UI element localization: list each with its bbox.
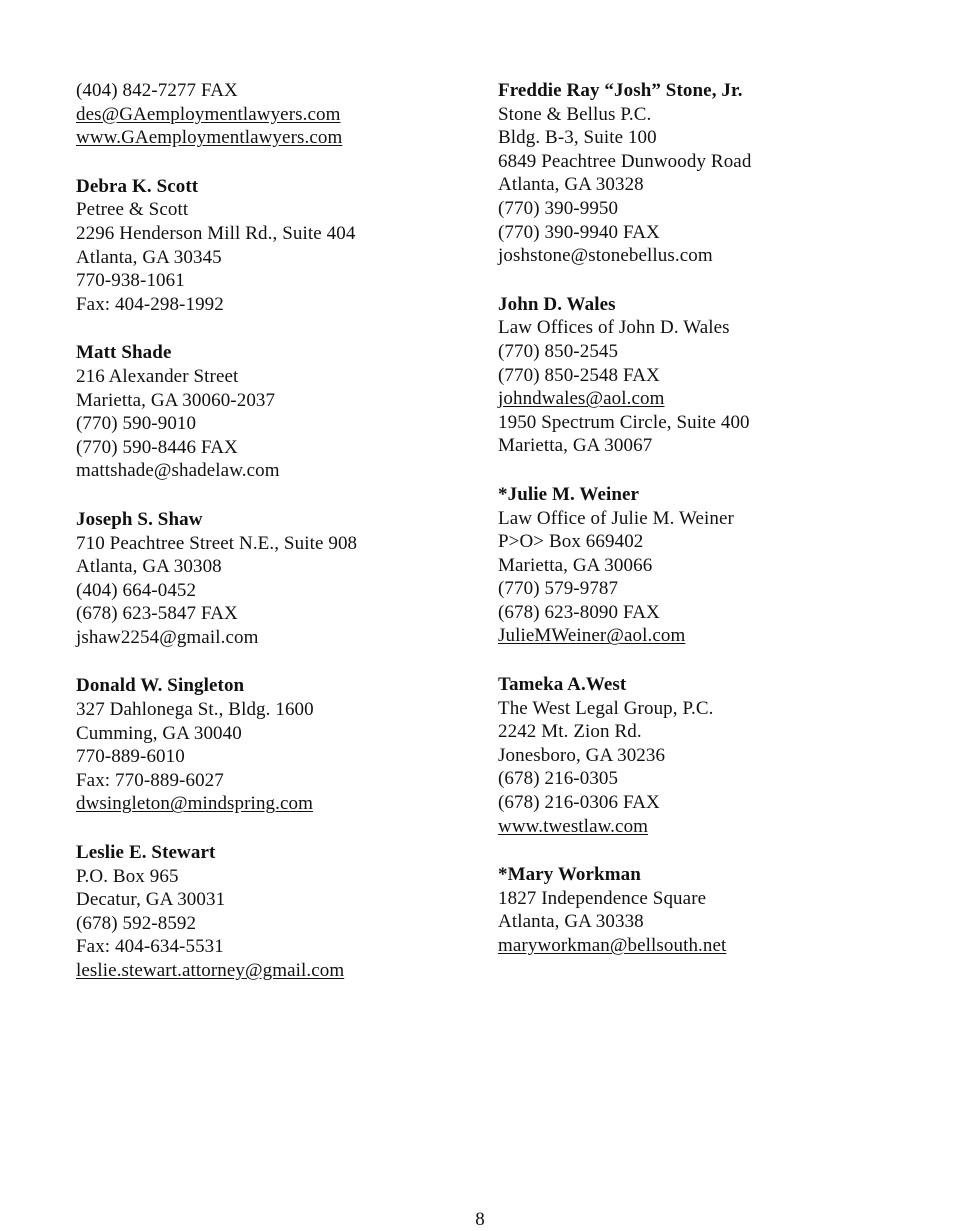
- contact-line: 216 Alexander Street: [76, 365, 239, 387]
- contact-line: 2296 Henderson Mill Rd., Suite 404: [76, 222, 356, 244]
- contact-link[interactable]: maryworkman@bellsouth.net: [498, 935, 727, 956]
- contact-entry: [76, 841, 476, 983]
- contact-name: Donald W. Singleton: [76, 675, 245, 697]
- contact-name: Leslie E. Stewart: [76, 842, 216, 864]
- contact-name: Debra K. Scott: [76, 175, 199, 197]
- contact-line: (678) 623-8090 FAX: [498, 601, 660, 623]
- contact-line: Marietta, GA 30066: [498, 554, 653, 576]
- contact-link[interactable]: johndwales@aol.com: [498, 388, 665, 410]
- contact-line: Marietta, GA 30067: [498, 435, 653, 457]
- contact-line: (770) 579-9787: [498, 578, 619, 600]
- contact-line: Jonesboro, GA 30236: [498, 744, 666, 766]
- contact-line: (770) 390-9940 FAX: [498, 221, 660, 243]
- contact-link[interactable]: www.GAemploymentlawyers.com: [76, 127, 343, 149]
- contact-link[interactable]: www.twestlaw.com: [498, 815, 649, 837]
- contact-line: Fax: 770-889-6027: [76, 769, 224, 791]
- contact-line: (404) 664-0452: [76, 579, 197, 601]
- contact-line: Fax: 404-634-5531: [76, 936, 224, 958]
- contact-line: Bldg. B-3, Suite 100: [498, 127, 657, 149]
- contact-line: Decatur, GA 30031: [76, 889, 226, 911]
- contact-line: 770-889-6010: [76, 746, 185, 768]
- contact-line: (770) 590-8446 FAX: [76, 436, 238, 458]
- contact-name: *Mary Workman: [498, 864, 641, 886]
- contact-entry: [76, 79, 476, 150]
- contact-line: 710 Peachtree Street N.E., Suite 908: [76, 532, 358, 554]
- contact-link[interactable]: JulieMWeiner@aol.com: [498, 625, 686, 647]
- contact-entry: [498, 293, 898, 458]
- contact-entry: [498, 673, 898, 838]
- contact-line: joshstone@stonebellus.com: [498, 245, 713, 267]
- contact-name: Freddie Ray “Josh” Stone, Jr.: [498, 80, 743, 101]
- contact-entry: [76, 674, 476, 816]
- contact-line: Petree & Scott: [76, 199, 189, 221]
- contact-line: (678) 592-8592: [76, 912, 197, 934]
- contact-line: (770) 850-2545: [498, 340, 619, 362]
- contact-line: (770) 590-9010: [76, 413, 197, 435]
- contact-line: Law Offices of John D. Wales: [498, 317, 730, 339]
- contact-entry: [76, 341, 476, 483]
- contact-line: Atlanta, GA 30345: [76, 246, 222, 268]
- contact-line: Stone & Bellus P.C.: [498, 103, 652, 125]
- contact-line: 770-938-1061: [76, 270, 185, 292]
- contact-line: The West Legal Group, P.C.: [498, 697, 714, 719]
- contact-line: 1827 Independence Square: [498, 887, 707, 909]
- contact-entry: [76, 508, 476, 650]
- contact-line: (770) 390-9950: [498, 197, 619, 219]
- contact-name: Joseph S. Shaw: [76, 508, 203, 530]
- contact-link[interactable]: dwsingleton@mindspring.com: [76, 793, 314, 815]
- contact-link[interactable]: leslie.stewart.attorney@gmail.com: [76, 960, 345, 981]
- contact-line: 2242 Mt. Zion Rd.: [498, 721, 642, 743]
- contact-line: P>O> Box 669402: [498, 531, 644, 553]
- contact-link[interactable]: des@GAemploymentlawyers.com: [76, 103, 341, 125]
- contact-name: *Julie M. Weiner: [498, 483, 640, 505]
- contact-line: Atlanta, GA 30338: [498, 911, 644, 933]
- contact-line: (678) 216-0305: [498, 768, 619, 790]
- page-number: 8: [475, 1209, 485, 1230]
- contact-line: (770) 850-2548 FAX: [498, 364, 660, 386]
- contact-line: Atlanta, GA 30328: [498, 174, 644, 196]
- contact-line: mattshade@shadelaw.com: [76, 460, 280, 482]
- contact-line: Atlanta, GA 30308: [76, 556, 222, 578]
- contact-name: Tameka A.West: [498, 674, 627, 696]
- contact-line: P.O. Box 965: [76, 865, 179, 887]
- contact-entry: [498, 863, 898, 957]
- contact-name: Matt Shade: [76, 342, 172, 364]
- contact-line: Fax: 404-298-1992: [76, 293, 224, 315]
- contact-line: Cumming, GA 30040: [76, 722, 242, 744]
- contact-line: 6849 Peachtree Dunwoody Road: [498, 150, 752, 172]
- contact-line: (678) 216-0306 FAX: [498, 792, 660, 814]
- contact-entry: [498, 483, 898, 648]
- right-column: [498, 79, 898, 983]
- contact-name: John D. Wales: [498, 293, 616, 315]
- contact-entry: [76, 175, 476, 317]
- contact-line: Marietta, GA 30060-2037: [76, 389, 276, 411]
- left-column: [76, 79, 476, 1008]
- contact-line: jshaw2254@gmail.com: [76, 626, 259, 648]
- contact-line: Law Office of Julie M. Weiner: [498, 507, 734, 529]
- contact-line: (404) 842-7277 FAX: [76, 80, 238, 101]
- contact-line: 327 Dahlonega St., Bldg. 1600: [76, 699, 314, 721]
- contact-line: 1950 Spectrum Circle, Suite 400: [498, 411, 750, 433]
- contact-entry: [498, 79, 898, 268]
- contact-line: (678) 623-5847 FAX: [76, 603, 238, 625]
